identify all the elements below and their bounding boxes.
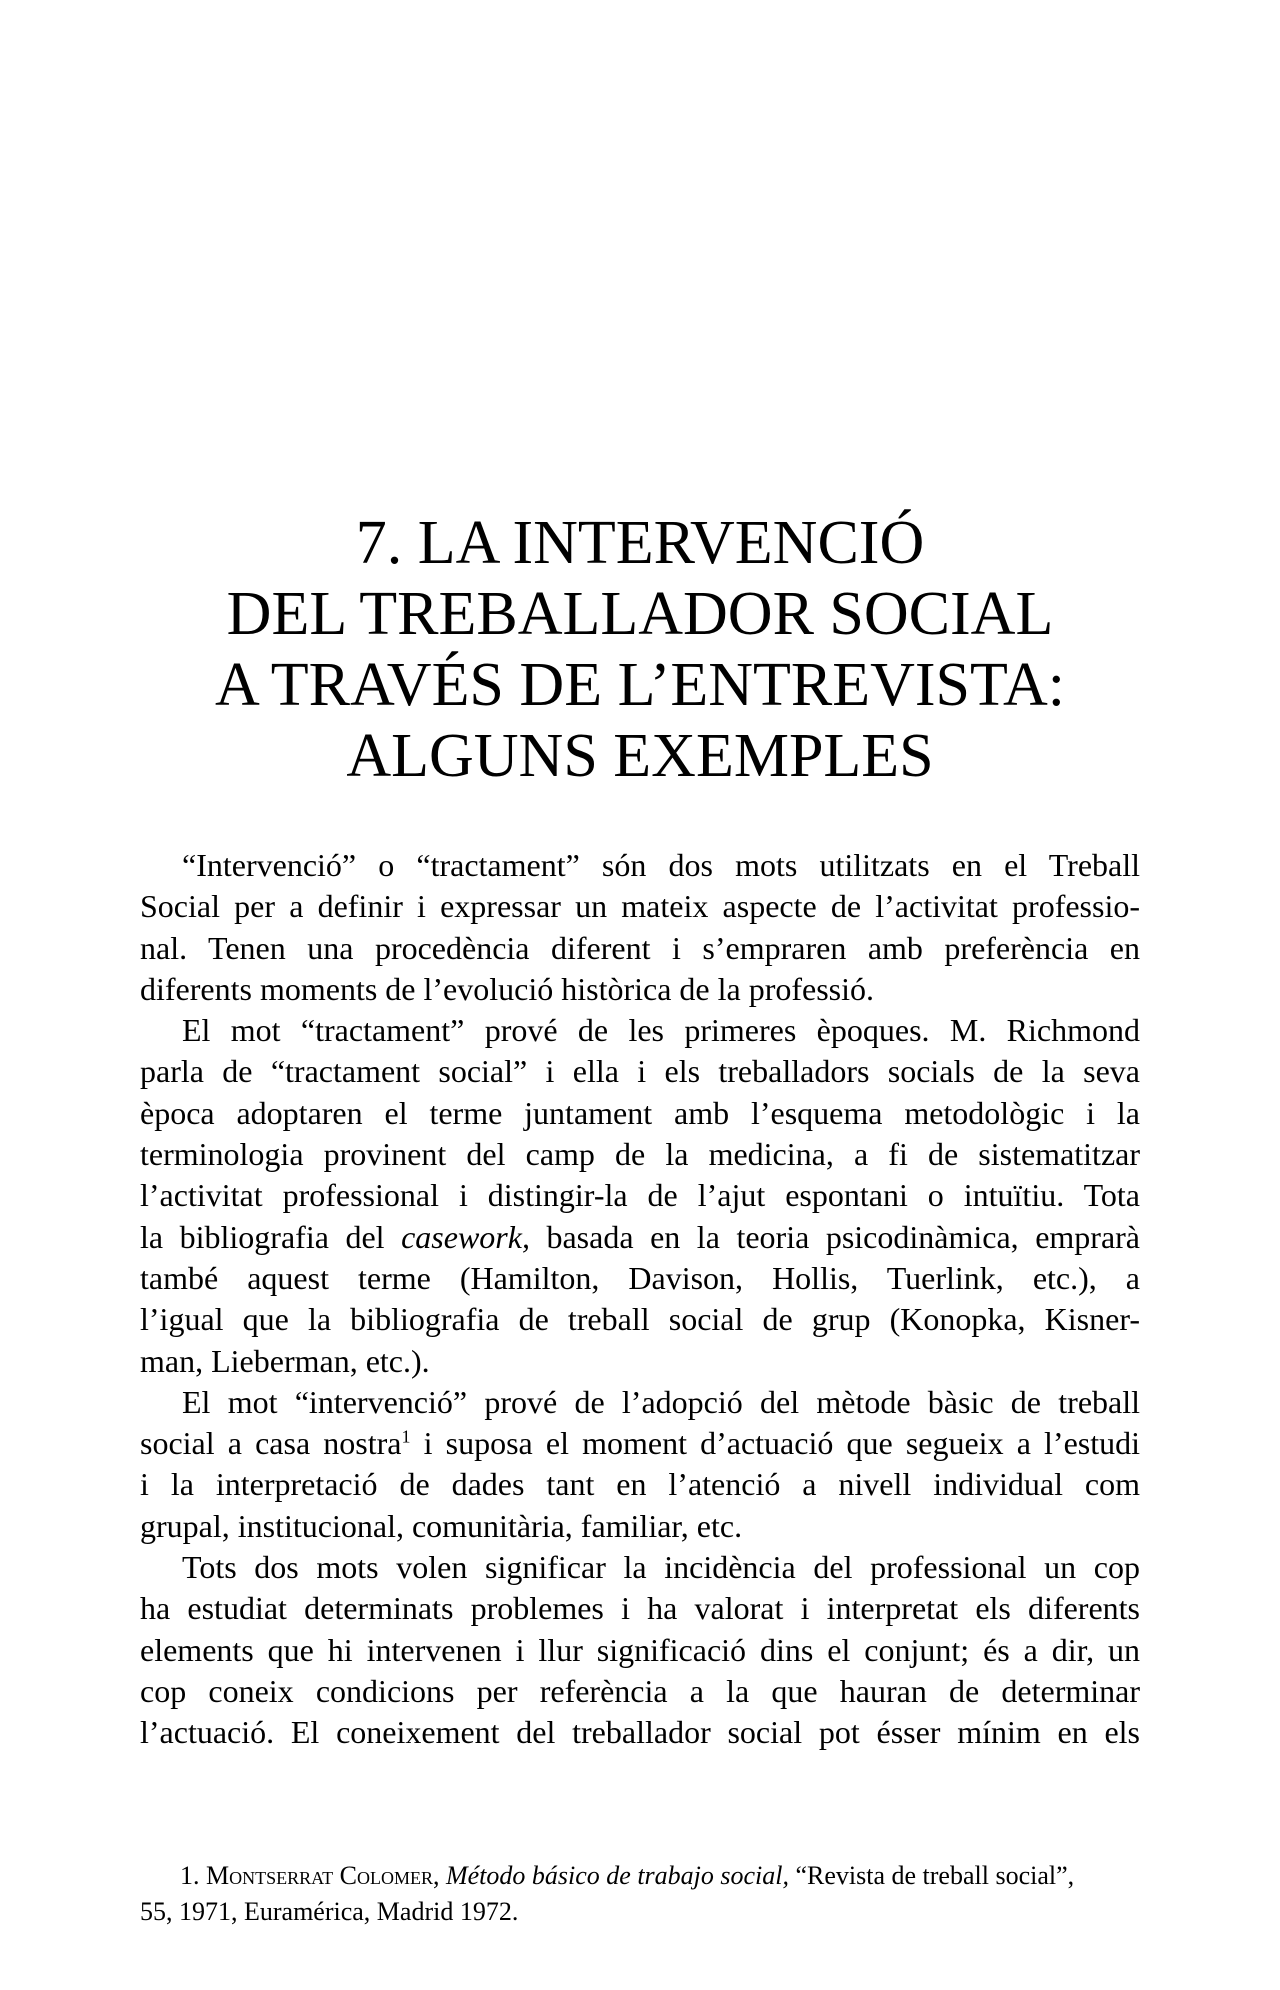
chapter-title-line: ALGUNS EXEMPLES <box>346 722 934 790</box>
footnote-number: 1. <box>180 1861 200 1890</box>
footnote-line: 55, 1971, Euramérica, Madrid 1972. <box>140 1897 519 1926</box>
text-line-with-italic <box>140 1217 1140 1258</box>
text-line: nal. Tenen una procedència diferent i s’empraren amb preferència en <box>140 929 1140 966</box>
footnote-line <box>140 1858 1140 1894</box>
text-fragment: la bibliografia del <box>140 1218 402 1255</box>
text-fragment: social a casa nostra <box>140 1425 402 1462</box>
text-line: i la interpretació de dades tant en l’atenció a nivell individual com <box>140 1466 1140 1503</box>
text-fragment: basada en la teoria psicodinàmica, emprarà <box>529 1218 1140 1255</box>
text-line: l’actuació. El coneixement del treballador social pot ésser mínim en els <box>140 1714 1140 1751</box>
text-line: man, Lieberman, etc.). <box>140 1342 430 1379</box>
chapter-title-line: A TRAVÉS DE L’ENTREVISTA: <box>215 651 1065 719</box>
chapter-title-line: 7. LA INTERVENCIÓ <box>355 509 925 577</box>
paragraph-3 <box>140 1382 1140 1547</box>
text-line-with-footnote-ref <box>140 1423 1140 1464</box>
text-line: parla de “tractament social” i ella i els treballadors socials de la seva <box>140 1053 1140 1090</box>
paragraph-2 <box>140 1010 1140 1382</box>
footnote-reference[interactable]: 1 <box>401 1426 411 1447</box>
footnote-work-title: Método básico de trabajo social, <box>445 1861 789 1890</box>
text-line: Social per a definir i expressar un mateix aspecte de l’activitat professio- <box>140 888 1140 925</box>
text-line: grupal, institucional, comunitària, familiar, etc. <box>140 1507 743 1544</box>
text-line: l’activitat professional i distingir-la de l’ajut espontani o intuïtiu. Tota <box>140 1177 1140 1214</box>
text-line: també aquest terme (Hamilton, Davison, Hollis, Tuerlink, etc.), a <box>140 1259 1140 1296</box>
text-fragment: i suposa el moment d’actuació que segueix a l’estudi <box>410 1425 1141 1462</box>
text-line: l’igual que la bibliografia de treball social de grup (Konopka, Kisner- <box>140 1301 1140 1338</box>
text-line: Tots dos mots volen significar la incidència del professional un cop <box>182 1549 1140 1586</box>
text-line: El mot “tractament” prové de les primeres èpoques. M. Richmond <box>182 1012 1140 1049</box>
body-text <box>140 845 1140 1754</box>
text-line: terminologia provinent del camp de la medicina, a fi de sistematitzar <box>140 1136 1140 1173</box>
italic-term: casework, <box>401 1218 530 1255</box>
text-line: època adoptaren el terme juntament amb l’esquema metodològic i la <box>140 1094 1140 1131</box>
footnote <box>140 1858 1140 1930</box>
chapter-title-line: DEL TREBALLADOR SOCIAL <box>226 580 1054 648</box>
text-line: El mot “intervenció” prové de l’adopció del mètode bàsic de treball <box>182 1383 1140 1420</box>
chapter-title <box>150 508 1130 792</box>
footnote-source: “Revista de treball social”, <box>788 1861 1075 1890</box>
text-line: “Intervenció” o “tractament” són dos mots utilitzats en el Treball <box>182 847 1140 883</box>
text-line: diferents moments de l’evolució històrica de la professió. <box>140 970 875 1007</box>
text-line: ha estudiat determinats problemes i ha valorat i interpretat els diferents <box>140 1590 1140 1627</box>
paragraph-4 <box>140 1547 1140 1753</box>
footnote-author: Montserrat Colomer, <box>206 1861 440 1890</box>
text-line: elements que hi intervenen i llur significació dins el conjunt; és a dir, un <box>140 1631 1140 1668</box>
paragraph-1 <box>140 845 1140 1010</box>
text-line: cop coneix condicions per referència a la que hauran de determinar <box>140 1672 1140 1709</box>
